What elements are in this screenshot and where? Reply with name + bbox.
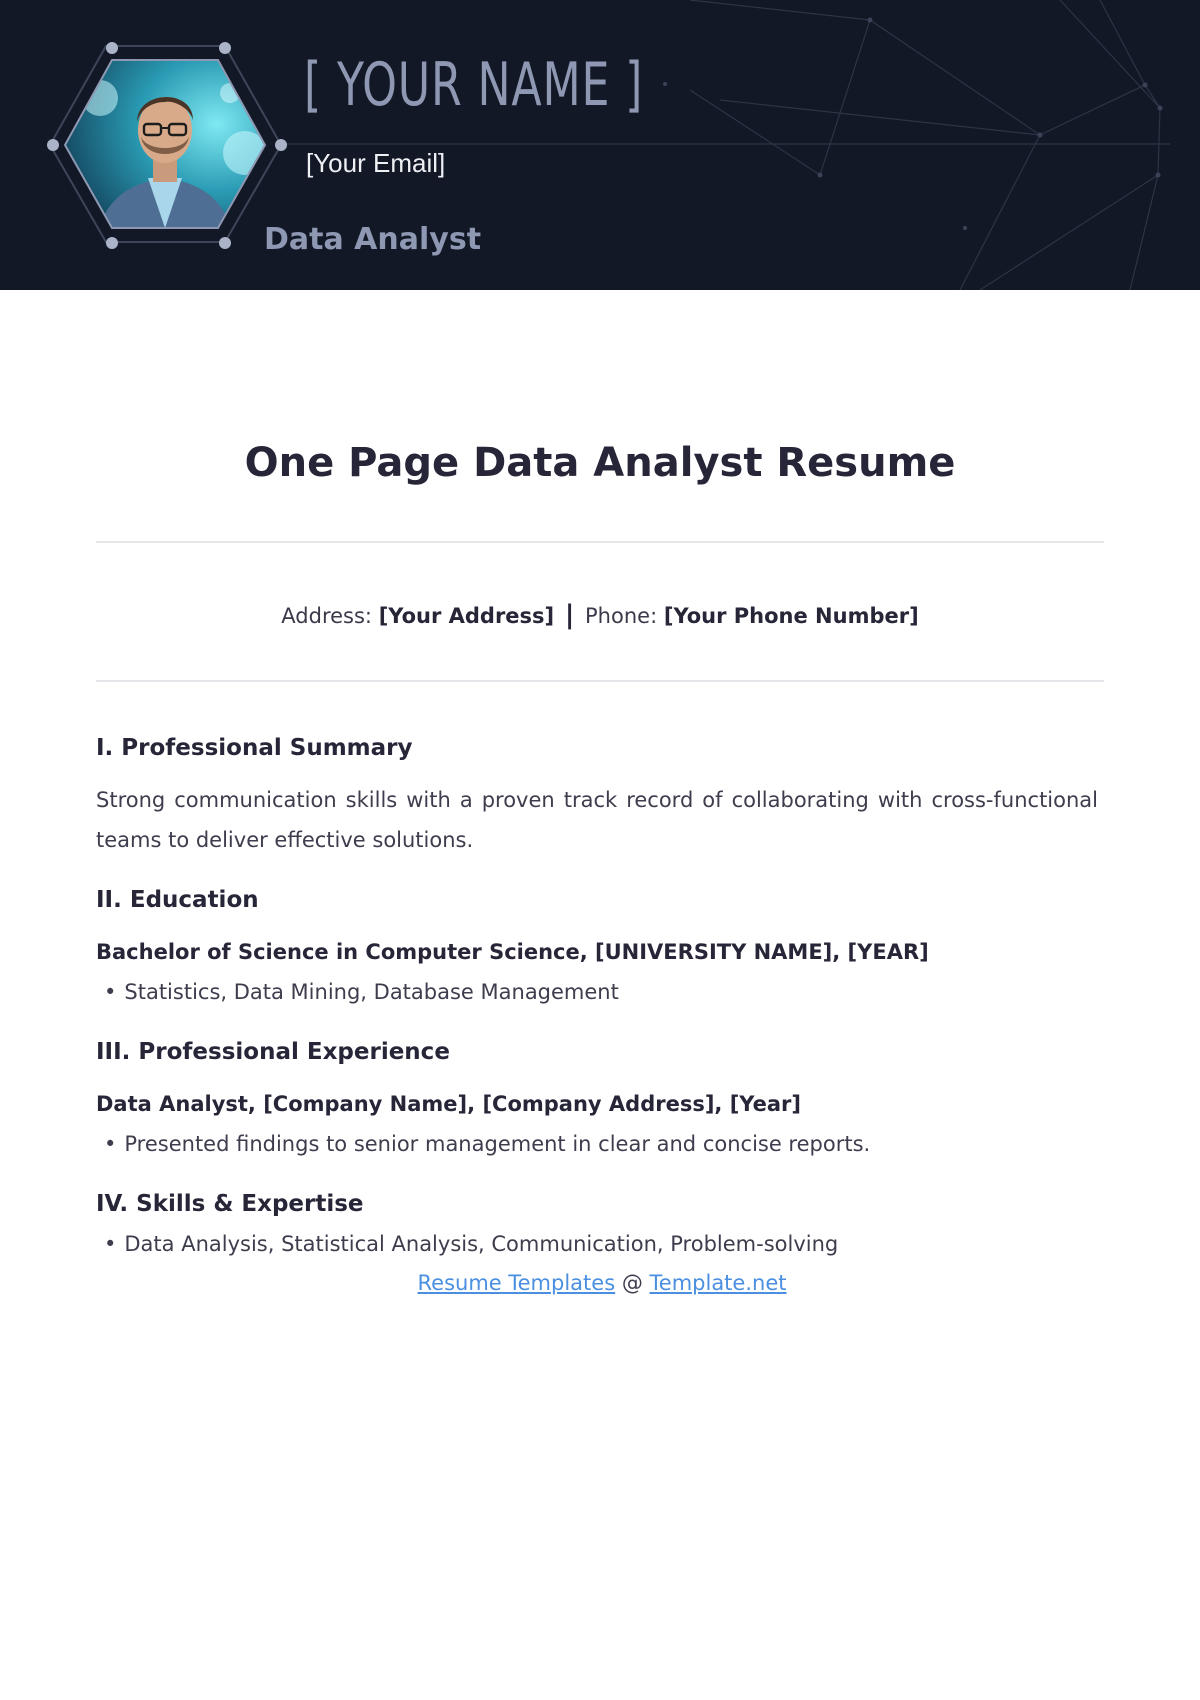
address-value: [Your Address] [378, 604, 555, 628]
skills-heading: IV. Skills & Expertise [96, 1191, 364, 1217]
section-skills [96, 1184, 1098, 1264]
candidate-role: Data Analyst [264, 222, 482, 257]
education-bullet-text: Statistics, Data Mining, Database Management [124, 980, 619, 1004]
resume-content [96, 728, 1098, 1302]
section-experience [96, 1032, 1098, 1164]
header-banner [0, 0, 1200, 290]
skills-bullet [96, 1224, 1098, 1264]
candidate-name: [ YOUR NAME ] [304, 50, 644, 120]
bullet-dot-icon: • [104, 980, 117, 1004]
experience-bullet-text: Presented findings to senior management in clear and concise reports. [124, 1132, 871, 1156]
education-degree: Bachelor of Science in Computer Science, [UNIVERSITY NAME], [YEAR] [96, 940, 929, 964]
education-heading: II. Education [96, 887, 259, 913]
footer-at: @ [621, 1271, 643, 1295]
experience-bullet [96, 1124, 1098, 1164]
experience-position: Data Analyst, [Company Name], [Company Address], [Year] [96, 1092, 801, 1116]
template-net-link[interactable]: Template.net [649, 1271, 787, 1295]
resume-templates-link[interactable]: Resume Templates [417, 1271, 616, 1295]
profile-photo-frame [45, 38, 290, 253]
contact-line [0, 600, 1200, 630]
divider-top [96, 541, 1104, 543]
phone-label: Phone: [585, 604, 658, 628]
document-title: One Page Data Analyst Resume [244, 440, 956, 486]
education-bullet [96, 972, 1098, 1012]
address-label: Address: [281, 604, 373, 628]
summary-heading: I. Professional Summary [96, 735, 413, 761]
divider-bottom [96, 680, 1104, 682]
skills-bullet-text: Data Analysis, Statistical Analysis, Communication, Problem-solving [124, 1232, 839, 1256]
bullet-dot-icon: • [104, 1132, 117, 1156]
footer-attribution [96, 1264, 1098, 1302]
summary-text: Strong communication skills with a proven track record of collaborating with cross-functional teams to deliver effective solutions. [96, 788, 1098, 852]
section-summary [96, 728, 1098, 860]
contact-separator: | [564, 600, 575, 630]
experience-heading: III. Professional Experience [96, 1039, 450, 1065]
phone-value: [Your Phone Number] [663, 604, 919, 628]
bullet-dot-icon: • [104, 1232, 117, 1256]
candidate-email: [Your Email] [306, 148, 446, 178]
section-education [96, 880, 1098, 1012]
